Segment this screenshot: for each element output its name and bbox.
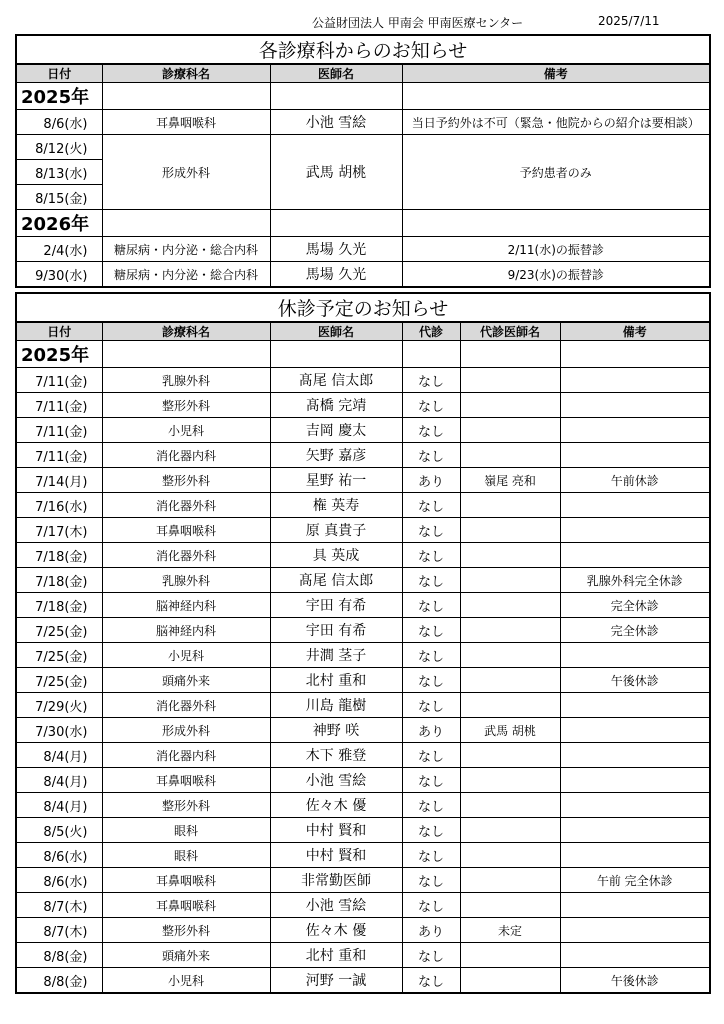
col-dept-header: 診療科名: [102, 64, 270, 83]
row-doctor: 馬場 久光: [270, 237, 402, 262]
row-note: [560, 643, 710, 668]
row-substitute: あり: [402, 718, 460, 743]
row-date: 8/6(水): [16, 843, 102, 868]
row-dept: 整形外科: [102, 393, 270, 418]
row-substitute-doctor: [460, 593, 560, 618]
row-note: [560, 818, 710, 843]
row-substitute: なし: [402, 593, 460, 618]
row-date: 7/25(金): [16, 668, 102, 693]
row-doctor: 宇田 有希: [270, 618, 402, 643]
row-substitute-doctor: 未定: [460, 918, 560, 943]
row-date: 7/18(金): [16, 593, 102, 618]
row-substitute-doctor: [460, 643, 560, 668]
row-note: 2/11(水)の振替診: [402, 237, 710, 262]
page-header: [0, 12, 724, 32]
row-dept: 脳神経内科: [102, 593, 270, 618]
row-substitute-doctor: [460, 943, 560, 968]
table-row: [16, 918, 710, 943]
row-doctor: 小池 雪絵: [270, 768, 402, 793]
table-row: [16, 968, 710, 994]
row-dept: 形成外科: [102, 135, 270, 210]
table-row: [16, 768, 710, 793]
row-date: 8/8(金): [16, 943, 102, 968]
row-date: 7/18(金): [16, 543, 102, 568]
row-substitute-doctor: [460, 618, 560, 643]
row-substitute-doctor: [460, 418, 560, 443]
col-note-header: 備考: [402, 64, 710, 83]
row-dept: 整形外科: [102, 793, 270, 818]
row-substitute-doctor: [460, 818, 560, 843]
row-substitute: なし: [402, 793, 460, 818]
row-date: 8/15(金): [16, 185, 102, 210]
row-doctor: 髙橋 完靖: [270, 393, 402, 418]
row-substitute-doctor: [460, 393, 560, 418]
row-doctor: 北村 重和: [270, 668, 402, 693]
row-note: [560, 693, 710, 718]
row-substitute: なし: [402, 543, 460, 568]
table-row: [16, 593, 710, 618]
col-substitute-doctor-header: 代診医師名: [460, 322, 560, 341]
row-substitute: なし: [402, 618, 460, 643]
row-doctor: 木下 雅登: [270, 743, 402, 768]
row-dept: 頭痛外来: [102, 943, 270, 968]
row-note: 当日予約外は不可（緊急・他院からの紹介は要相談）: [402, 110, 710, 135]
row-substitute-doctor: 嶺尾 亮和: [460, 468, 560, 493]
row-doctor: 小池 雪絵: [270, 893, 402, 918]
row-date: 8/4(月): [16, 768, 102, 793]
row-date: 7/16(水): [16, 493, 102, 518]
row-note: 午後休診: [560, 968, 710, 994]
row-dept: 頭痛外来: [102, 668, 270, 693]
row-note: 午前休診: [560, 468, 710, 493]
row-dept: 耳鼻咽喉科: [102, 768, 270, 793]
table-row: [16, 818, 710, 843]
row-date: 8/4(月): [16, 743, 102, 768]
row-dept: 糖尿病・内分泌・総合内科: [102, 237, 270, 262]
row-substitute-doctor: [460, 518, 560, 543]
row-doctor: 馬場 久光: [270, 262, 402, 288]
row-substitute: なし: [402, 643, 460, 668]
row-substitute: なし: [402, 818, 460, 843]
row-substitute-doctor: [460, 768, 560, 793]
row-note: [560, 793, 710, 818]
table-row: [16, 135, 710, 160]
row-substitute-doctor: [460, 793, 560, 818]
table-row: [16, 793, 710, 818]
row-doctor: 権 英寿: [270, 493, 402, 518]
row-dept: 耳鼻咽喉科: [102, 518, 270, 543]
row-note: [560, 943, 710, 968]
col-note-header: 備考: [560, 322, 710, 341]
row-substitute-doctor: [460, 843, 560, 868]
table-row: [16, 393, 710, 418]
row-doctor: 井澗 茎子: [270, 643, 402, 668]
row-note: [560, 768, 710, 793]
row-substitute: なし: [402, 968, 460, 994]
row-dept: 眼科: [102, 843, 270, 868]
table-row: [16, 668, 710, 693]
row-date: 8/5(火): [16, 818, 102, 843]
row-date: 8/6(水): [16, 110, 102, 135]
closure-notice-table: [15, 292, 711, 994]
row-date: 7/25(金): [16, 643, 102, 668]
row-doctor: 川島 龍樹: [270, 693, 402, 718]
issue-date: 2025/7/11: [598, 14, 660, 28]
table-row: [16, 237, 710, 262]
table-row: [16, 568, 710, 593]
closure-notice-title: 休診予定のお知らせ: [16, 293, 710, 322]
row-dept: 乳腺外科: [102, 368, 270, 393]
row-substitute-doctor: 武馬 胡桃: [460, 718, 560, 743]
row-dept: 乳腺外科: [102, 568, 270, 593]
row-substitute: あり: [402, 918, 460, 943]
row-date: 8/6(水): [16, 868, 102, 893]
row-substitute-doctor: [460, 868, 560, 893]
col-doctor-header: 医師名: [270, 322, 402, 341]
row-dept: 形成外科: [102, 718, 270, 743]
year-label: 2025年: [16, 83, 102, 110]
row-dept: 消化器内科: [102, 443, 270, 468]
row-dept: 消化器外科: [102, 693, 270, 718]
row-dept: 脳神経内科: [102, 618, 270, 643]
table-row: [16, 743, 710, 768]
row-note: [560, 543, 710, 568]
row-dept: 整形外科: [102, 468, 270, 493]
row-date: 7/25(金): [16, 618, 102, 643]
row-substitute: なし: [402, 943, 460, 968]
row-date: 7/18(金): [16, 568, 102, 593]
row-substitute: なし: [402, 668, 460, 693]
row-dept: 消化器内科: [102, 743, 270, 768]
row-doctor: 星野 祐一: [270, 468, 402, 493]
department-notice-title: 各診療科からのお知らせ: [16, 35, 710, 64]
row-dept: 消化器外科: [102, 543, 270, 568]
row-dept: 糖尿病・内分泌・総合内科: [102, 262, 270, 288]
row-doctor: 河野 一誠: [270, 968, 402, 994]
row-substitute-doctor: [460, 493, 560, 518]
row-note: 午前 完全休診: [560, 868, 710, 893]
row-dept: 眼科: [102, 818, 270, 843]
table-row: [16, 718, 710, 743]
table-row: [16, 693, 710, 718]
table-row: [16, 262, 710, 288]
row-date: 7/29(火): [16, 693, 102, 718]
row-substitute: なし: [402, 693, 460, 718]
table-row: [16, 943, 710, 968]
row-date: 7/11(金): [16, 418, 102, 443]
row-substitute-doctor: [460, 368, 560, 393]
row-date: 2/4(水): [16, 237, 102, 262]
row-note: [560, 493, 710, 518]
col-date-header: 日付: [16, 322, 102, 341]
row-note: [560, 918, 710, 943]
row-doctor: 非常勤医師: [270, 868, 402, 893]
row-note: 予約患者のみ: [402, 135, 710, 210]
row-date: 8/8(金): [16, 968, 102, 994]
col-doctor-header: 医師名: [270, 64, 402, 83]
col-dept-header: 診療科名: [102, 322, 270, 341]
row-substitute-doctor: [460, 893, 560, 918]
row-substitute-doctor: [460, 968, 560, 994]
row-doctor: 吉岡 慶太: [270, 418, 402, 443]
row-doctor: 宇田 有希: [270, 593, 402, 618]
row-note: 完全休診: [560, 618, 710, 643]
row-substitute: なし: [402, 493, 460, 518]
row-doctor: 佐々木 優: [270, 793, 402, 818]
table-row: [16, 643, 710, 668]
row-substitute-doctor: [460, 443, 560, 468]
row-substitute-doctor: [460, 543, 560, 568]
row-substitute: あり: [402, 468, 460, 493]
row-date: 8/7(木): [16, 893, 102, 918]
row-note: 午後休診: [560, 668, 710, 693]
table-row: [16, 893, 710, 918]
table-row: [16, 418, 710, 443]
row-dept: 消化器外科: [102, 493, 270, 518]
row-substitute-doctor: [460, 568, 560, 593]
row-dept: 小児科: [102, 643, 270, 668]
col-date-header: 日付: [16, 64, 102, 83]
table-row: [16, 368, 710, 393]
row-doctor: 中村 賢和: [270, 843, 402, 868]
row-date: 7/11(金): [16, 393, 102, 418]
row-doctor: 小池 雪絵: [270, 110, 402, 135]
row-note: [560, 418, 710, 443]
year-label: 2025年: [16, 341, 102, 368]
col-substitute-header: 代診: [402, 322, 460, 341]
row-dept: 耳鼻咽喉科: [102, 868, 270, 893]
table-row: [16, 868, 710, 893]
row-doctor: 北村 重和: [270, 943, 402, 968]
row-doctor: 矢野 嘉彦: [270, 443, 402, 468]
row-note: [560, 368, 710, 393]
row-dept: 整形外科: [102, 918, 270, 943]
row-date: 8/12(火): [16, 135, 102, 160]
row-substitute: なし: [402, 743, 460, 768]
row-note: [560, 518, 710, 543]
row-date: 8/4(月): [16, 793, 102, 818]
row-substitute: なし: [402, 768, 460, 793]
row-substitute: なし: [402, 843, 460, 868]
row-doctor: 佐々木 優: [270, 918, 402, 943]
row-doctor: 髙尾 信太郎: [270, 568, 402, 593]
row-dept: 小児科: [102, 968, 270, 994]
department-notice-table: [15, 34, 711, 288]
row-note: 乳腺外科完全休診: [560, 568, 710, 593]
row-substitute: なし: [402, 518, 460, 543]
row-date: 8/7(木): [16, 918, 102, 943]
row-doctor: 中村 賢和: [270, 818, 402, 843]
row-note: 完全休診: [560, 593, 710, 618]
row-dept: 小児科: [102, 418, 270, 443]
row-note: [560, 843, 710, 868]
row-date: 7/14(月): [16, 468, 102, 493]
table-row: [16, 443, 710, 468]
row-doctor: 武馬 胡桃: [270, 135, 402, 210]
organization-name: 公益財団法人 甲南会 甲南医療センター: [312, 16, 524, 30]
row-dept: 耳鼻咽喉科: [102, 893, 270, 918]
row-doctor: 具 英成: [270, 543, 402, 568]
row-note: 9/23(水)の振替診: [402, 262, 710, 288]
row-note: [560, 718, 710, 743]
row-substitute: なし: [402, 868, 460, 893]
row-substitute: なし: [402, 418, 460, 443]
row-date: 9/30(水): [16, 262, 102, 288]
row-substitute: なし: [402, 893, 460, 918]
row-date: 7/17(木): [16, 518, 102, 543]
table-row: [16, 518, 710, 543]
row-note: [560, 443, 710, 468]
row-substitute: なし: [402, 368, 460, 393]
row-substitute-doctor: [460, 743, 560, 768]
row-doctor: 神野 咲: [270, 718, 402, 743]
table-row: [16, 843, 710, 868]
row-note: [560, 393, 710, 418]
table-row: [16, 468, 710, 493]
row-substitute: なし: [402, 443, 460, 468]
year-label: 2026年: [16, 210, 102, 237]
row-substitute-doctor: [460, 668, 560, 693]
row-date: 7/30(水): [16, 718, 102, 743]
table-row: [16, 110, 710, 135]
table-row: [16, 543, 710, 568]
row-note: [560, 743, 710, 768]
table-row: [16, 618, 710, 643]
table-row: [16, 493, 710, 518]
row-date: 7/11(金): [16, 443, 102, 468]
row-substitute: なし: [402, 568, 460, 593]
row-date: 7/11(金): [16, 368, 102, 393]
row-note: [560, 893, 710, 918]
row-substitute: なし: [402, 393, 460, 418]
row-doctor: 原 真貴子: [270, 518, 402, 543]
row-date: 8/13(水): [16, 160, 102, 185]
row-dept: 耳鼻咽喉科: [102, 110, 270, 135]
row-doctor: 髙尾 信太郎: [270, 368, 402, 393]
row-substitute-doctor: [460, 693, 560, 718]
